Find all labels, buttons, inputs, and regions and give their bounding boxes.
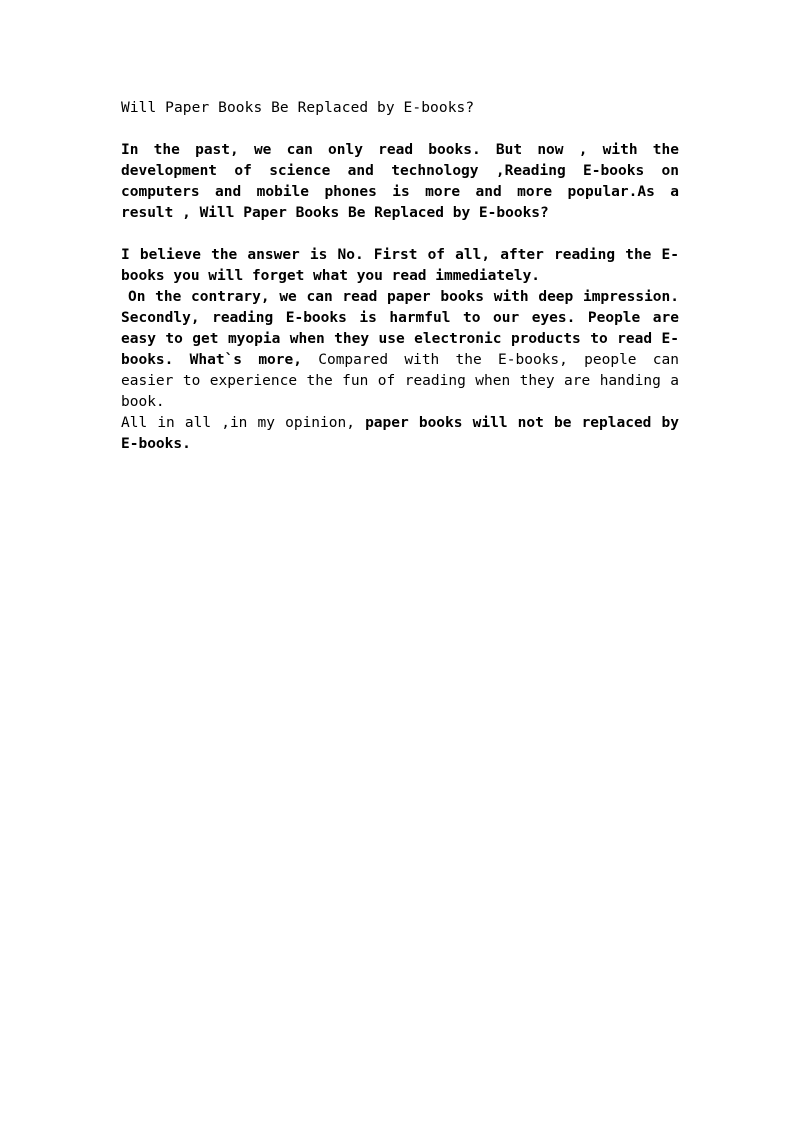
document-page bbox=[121, 98, 679, 455]
argument-bold-text: On the contrary, we can read paper books with deep impression. Secondly, reading E-books is harmful to our eyes. People are easy to get myopia when they use electronic products to read E-books. What`s more, bbox=[121, 289, 679, 368]
conclusion-paragraph bbox=[121, 413, 679, 455]
conclusion-normal-text: All in all ,in my opinion, bbox=[121, 415, 366, 431]
paragraph-gap bbox=[121, 224, 679, 245]
conclusion-bold-text: paper books will not be replaced by E-books. bbox=[121, 415, 679, 452]
intro-paragraph: In the past, we can only read books. But now , with the development of science and technology ,Reading E-books on computers and mobile phones is more and more popular.As a result , Will Paper Books Be Replaced by E-books? bbox=[121, 142, 679, 221]
argument-normal-text: Compared with the E-books, people can easier to experience the fun of reading when they are handing a book. bbox=[121, 352, 679, 410]
opinion-paragraph: I believe the answer is No. First of all, after reading the E-books you will forget what you read immediately. bbox=[121, 247, 679, 284]
argument-paragraph bbox=[121, 287, 679, 413]
document-title: Will Paper Books Be Replaced by E-books? bbox=[121, 100, 475, 116]
